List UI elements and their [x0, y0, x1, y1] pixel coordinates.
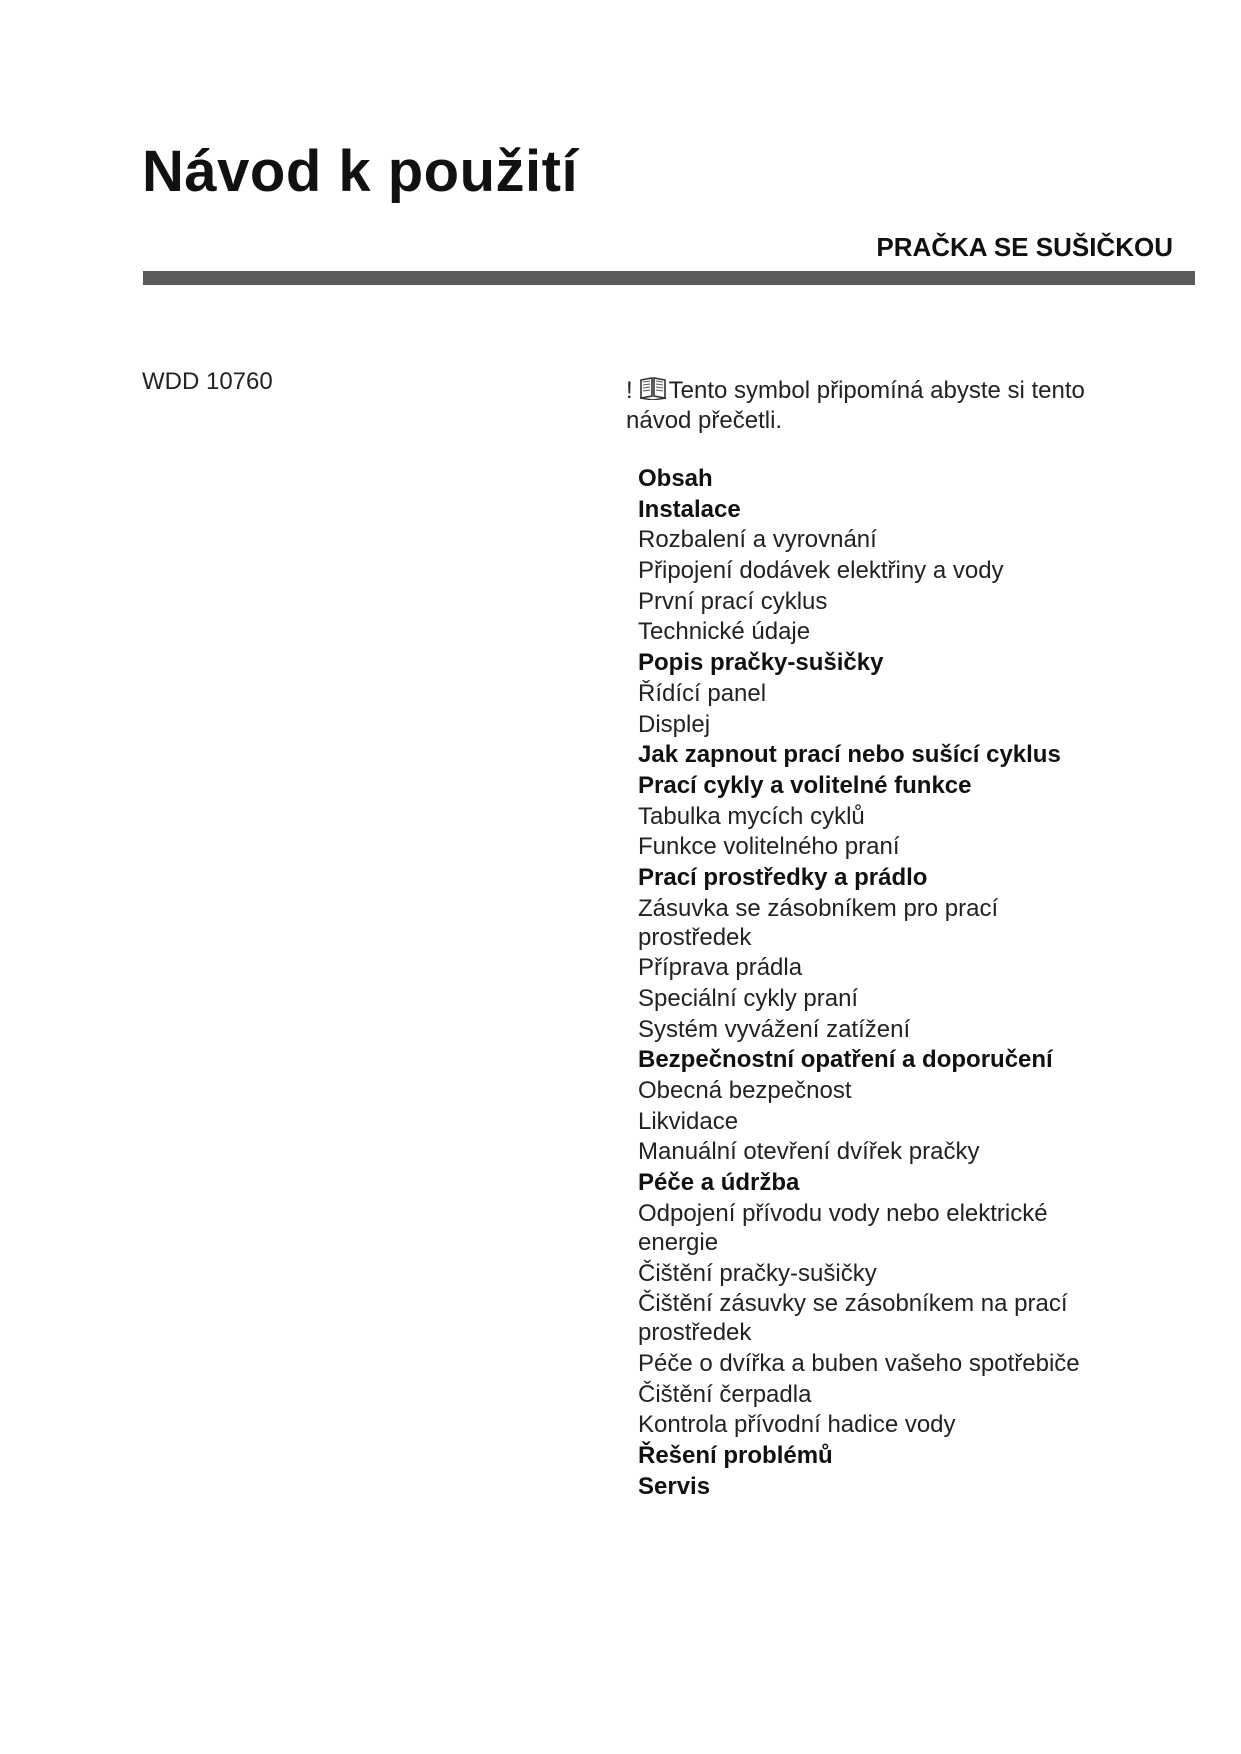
toc-heading: Obsah — [638, 465, 713, 492]
toc-item: Displej — [638, 710, 711, 738]
header-divider — [143, 271, 1195, 285]
toc-heading: Řešení problémů — [638, 1441, 833, 1469]
toc-item: Likvidace — [638, 1107, 739, 1135]
toc-heading: Prací cykly a volitelné funkce — [638, 771, 972, 799]
page-title: Návod k použití — [142, 139, 579, 204]
toc-heading: Popis pračky-sušičky — [638, 649, 884, 677]
model-number: WDD 10760 — [142, 368, 273, 395]
toc-item: Speciální cykly praní — [638, 985, 859, 1012]
toc-heading: Prací prostředky a prádlo — [638, 863, 928, 891]
toc-item: Čištění čerpadla — [638, 1380, 812, 1408]
toc-item: Systém vyvážení zatížení — [638, 1015, 911, 1043]
toc-heading: Jak zapnout prací nebo sušící cyklus — [638, 741, 1061, 769]
toc-item: Manuální otevření dvířek pračky — [638, 1138, 980, 1166]
toc-item: Tabulka mycích cyklů — [638, 802, 865, 830]
toc-heading: Servis — [638, 1472, 711, 1500]
toc-item: Funkce volitelného praní — [638, 833, 900, 861]
toc-item: Technické údaje — [638, 618, 811, 646]
table-of-contents — [638, 464, 1108, 1502]
notice-text: Tento symbol připomíná abyste si tento návod přečetli. — [626, 377, 1085, 434]
read-manual-notice — [626, 376, 1096, 436]
toc-item: První prací cyklus — [638, 587, 828, 615]
toc-item: Péče o dvířka a buben vašeho spotřebiče — [638, 1349, 1080, 1377]
exclamation-mark: ! — [626, 377, 633, 404]
toc-item: Kontrola přívodní hadice vody — [638, 1411, 956, 1439]
toc-item: Rozbalení a vyrovnání — [638, 526, 877, 554]
toc-heading: Instalace — [638, 495, 741, 523]
toc-item: Obecná bezpečnost — [638, 1077, 852, 1105]
toc-item: Příprava prádla — [638, 954, 803, 982]
toc-item: Odpojení přívodu vody nebo elektrické energie — [638, 1199, 1048, 1256]
toc-heading: Bezpečnostní opatření a doporučení — [638, 1046, 1053, 1074]
toc-item: Čištění zásuvky se zásobníkem na prací prostředek — [638, 1290, 1068, 1347]
toc-item: Řídící panel — [638, 679, 767, 707]
toc-item: Připojení dodávek elektřiny a vody — [638, 557, 1004, 585]
toc-item: Zásuvka se zásobníkem pro prací prostředek — [638, 894, 999, 951]
product-type: PRAČKA SE SUŠIČKOU — [876, 232, 1173, 262]
toc-heading: Péče a údržba — [638, 1169, 800, 1197]
toc-item: Čištění pračky-sušičky — [638, 1259, 877, 1287]
book-icon — [639, 376, 667, 400]
